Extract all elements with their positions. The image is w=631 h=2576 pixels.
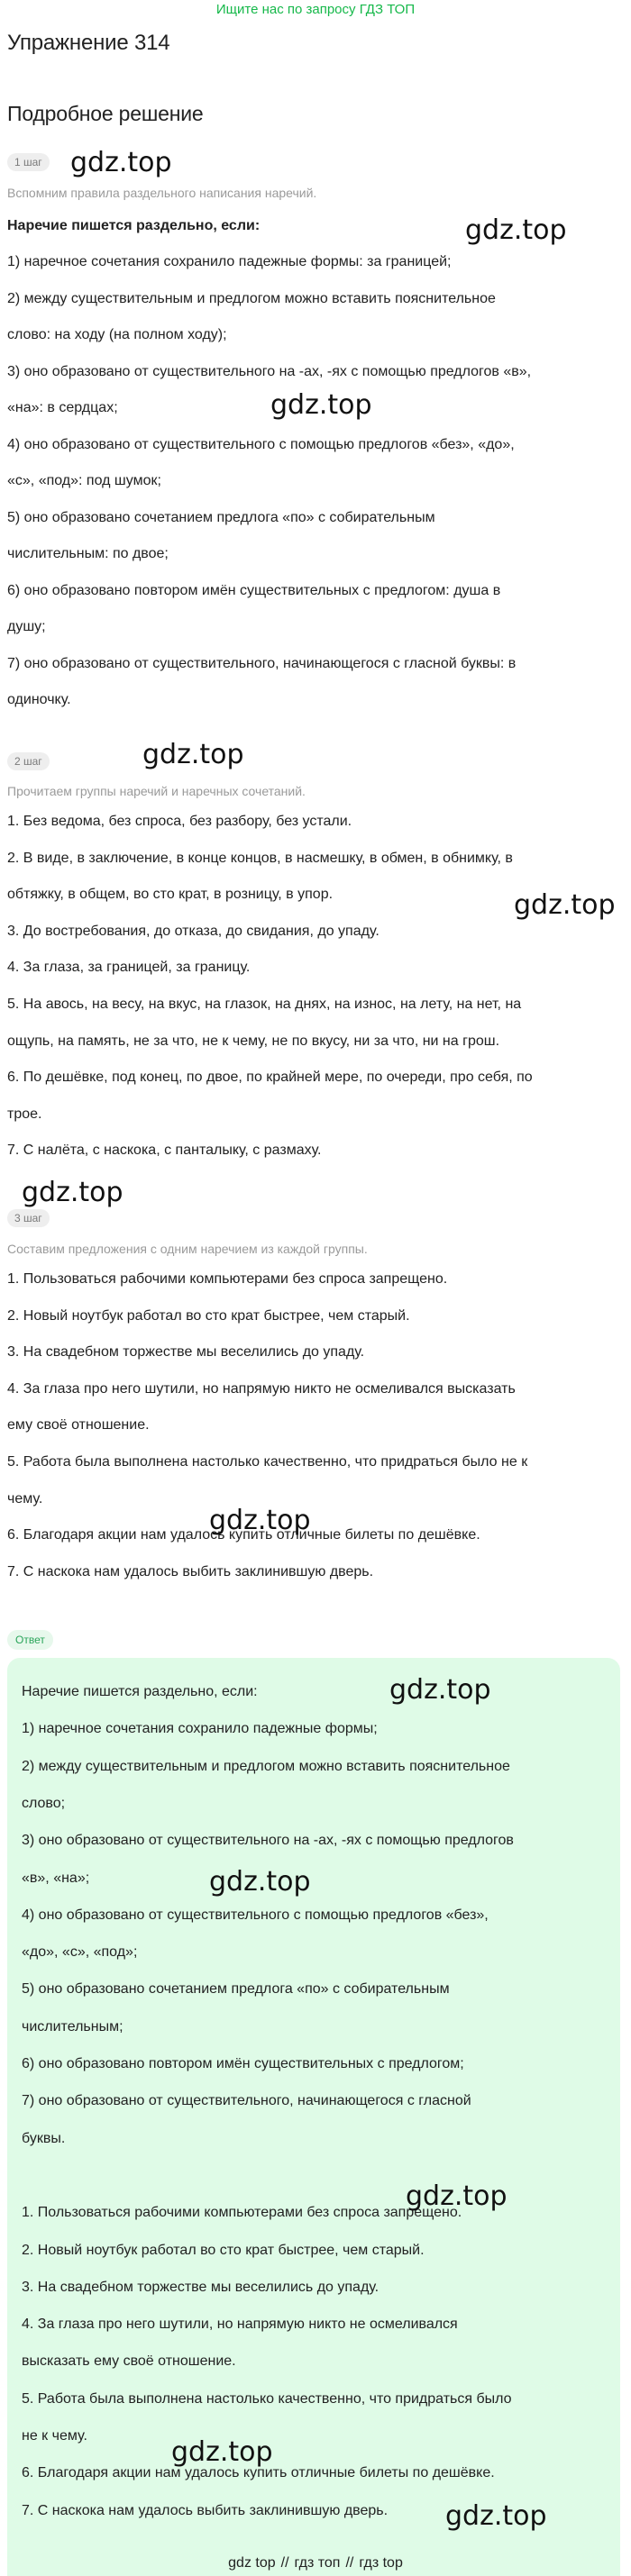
text-line: 4. За глаза про него шутили, но напрямую никто не осмеливался высказать — [7, 1380, 516, 1397]
text-line: 1) наречное сочетания сохранило падежные формы; — [22, 1721, 378, 1737]
text-line: 4. За глаза, за границей, за границу. — [7, 960, 251, 976]
text-line: 7. С налёта, с наскока, с панталыку, с размаху. — [7, 1142, 322, 1159]
text-line: 2) между существительным и предлогом можно вставить пояснительное — [7, 290, 496, 306]
watermark: gdz.top — [209, 1866, 311, 1898]
text-line: 5) оно образовано сочетанием предлога «по» с собирательным — [22, 1981, 450, 1998]
text-line: одиночку. — [7, 692, 71, 707]
text-line: 4) оно образовано от существительного с помощью предлогов «без», «до», — [7, 436, 515, 452]
text-line: 2. В виде, в заключение, в конце концов, в насмешку, в обмен, в обнимку, в — [7, 850, 513, 866]
text-line: 3. До востребования, до отказа, до свидания, до упаду. — [7, 923, 380, 939]
text-line: 6) оно образовано повтором имён существительных с предлогом: душа в — [7, 582, 501, 598]
footer-links — [0, 2550, 631, 2576]
text-line: 1. Пользоваться рабочими компьютерами без спроса запрещено. — [7, 1271, 448, 1287]
text-line: 3) оно образовано от существительного на -ах, -ях с помощью предлогов — [22, 1833, 514, 1849]
footer-link-gdz-top-mixed[interactable]: гдз top — [359, 2555, 403, 2571]
rule-heading: Наречие пишется раздельно, если: — [7, 218, 261, 233]
text-line: 3) оно образовано от существительного на -ах, -ях с помощью предлогов «в», — [7, 363, 532, 379]
text-line: 3. На свадебном торжестве мы веселились до упаду. — [22, 2279, 380, 2295]
footer-separator: // — [280, 2555, 289, 2571]
watermark: gdz.top — [270, 389, 372, 421]
text-line: «с», «под»: под шумок; — [7, 473, 161, 488]
text-line: 2. Новый ноутбук работал во сто крат быстрее, чем старый. — [7, 1307, 410, 1324]
text-line: слово: на ходу (на полном ходу); — [7, 327, 227, 342]
text-line: чему. — [7, 1490, 43, 1506]
text-line: 6. Благодаря акции нам удалось купить отличные билеты по дешёвке. — [22, 2465, 495, 2481]
footer-link-gdz-top-ru[interactable]: гдз топ — [294, 2555, 341, 2571]
text-line: числительным: по двое; — [7, 546, 169, 561]
text-line: 1. Пользоваться рабочими компьютерами без спроса запрещено. — [22, 2205, 462, 2221]
watermark: gdz.top — [514, 889, 616, 921]
text-line: трое. — [7, 1106, 42, 1122]
section-title: Подробное решение — [7, 102, 204, 125]
text-line: 7. С наскока нам удалось выбить заклинившую дверь. — [7, 1563, 374, 1579]
step-badge-3: 3 шаг — [7, 1209, 50, 1227]
search-hint-banner: Ищите нас по запросу ГДЗ ТОП — [215, 2, 416, 17]
watermark: gdz.top — [171, 2436, 273, 2468]
watermark: gdz.top — [389, 1674, 491, 1706]
text-line: 7) оно образовано от существительного, начинающегося с гласной буквы: в — [7, 655, 517, 671]
text-line: 6. По дешёвке, под конец, по двое, по крайней мере, по очереди, про себя, по — [7, 1070, 533, 1086]
watermark: gdz.top — [209, 1505, 311, 1536]
text-line: «до», «с», «под»; — [22, 1944, 138, 1961]
text-line: 2) между существительным и предлогом можно вставить пояснительное — [22, 1758, 510, 1774]
text-line: буквы. — [22, 2130, 66, 2146]
watermark: gdz.top — [445, 2500, 547, 2532]
text-line: обтяжку, в общем, во сто крат, в розницу, в упор. — [7, 887, 334, 903]
text-line: «в», «на»; — [22, 1870, 90, 1886]
text-line: 1. Без ведома, без спроса, без разбору, без устали. — [7, 814, 352, 829]
text-line: «на»: в сердцах; — [7, 400, 118, 415]
step-badge-1: 1 шаг — [7, 153, 50, 171]
text-line: 3. На свадебном торжестве мы веселились до упаду. — [7, 1344, 365, 1361]
text-line: 5) оно образовано сочетанием предлога «по» с собирательным — [7, 509, 435, 525]
step-hint-3: Составим предложения с одним наречием из каждой группы. — [7, 1242, 368, 1256]
text-line: 4. За глаза про него шутили, но напрямую никто не осмеливался — [22, 2317, 458, 2333]
text-line: ощупь, на память, не за что, не к чему, не по вкусу, ни за что, ни на грош. — [7, 1033, 500, 1049]
text-line: 5. Работа была выполнена настолько качественно, что придраться было — [22, 2390, 512, 2407]
watermark: gdz.top — [142, 739, 244, 770]
step-hint-1: Вспомним правила раздельного написания наречий. — [7, 186, 317, 200]
text-line: 5. На авось, на весу, на вкус, на глазок, на днях, на износ, на лету, на нет, на — [7, 997, 522, 1012]
text-line: 5. Работа была выполнена настолько качественно, что придраться было не к — [7, 1454, 528, 1470]
footer-separator: // — [345, 2555, 354, 2571]
watermark: gdz.top — [22, 1177, 123, 1208]
text-line: ему своё отношение. — [7, 1417, 150, 1434]
step-hint-2: Прочитаем группы наречий и наречных сочетаний. — [7, 784, 306, 798]
text-line: душу; — [7, 619, 46, 634]
text-line: 6. Благодаря акции нам удалось купить отличные билеты по дешёвке. — [7, 1527, 480, 1543]
footer-link-gdz-top[interactable]: gdz top — [228, 2555, 276, 2571]
text-line: числительным; — [22, 2018, 123, 2034]
text-line: 6) оно образовано повтором имён существительных с предлогом; — [22, 2056, 464, 2071]
page-title: Упражнение 314 — [7, 31, 170, 55]
text-line: 7. С наскока нам удалось выбить заклинившую дверь. — [22, 2502, 389, 2518]
step-badge-2: 2 шаг — [7, 752, 50, 770]
watermark: gdz.top — [465, 214, 567, 246]
text-line: 4) оно образовано от существительного с помощью предлогов «без», — [22, 1907, 489, 1923]
text-line: Наречие пишется раздельно, если: — [22, 1684, 258, 1699]
text-line: 2. Новый ноутбук работал во сто крат быстрее, чем старый. — [22, 2242, 425, 2258]
answer-badge: Ответ — [7, 1630, 53, 1650]
text-line: 7) оно образовано от существительного, начинающегося с гласной — [22, 2093, 471, 2109]
text-line: не к чему. — [22, 2428, 87, 2444]
watermark: gdz.top — [70, 147, 172, 178]
text-line: слово; — [22, 1795, 66, 1811]
text-line: высказать ему своё отношение. — [22, 2353, 236, 2370]
text-line: 1) наречное сочетания сохранило падежные формы: за границей; — [7, 254, 452, 269]
watermark: gdz.top — [406, 2180, 508, 2212]
